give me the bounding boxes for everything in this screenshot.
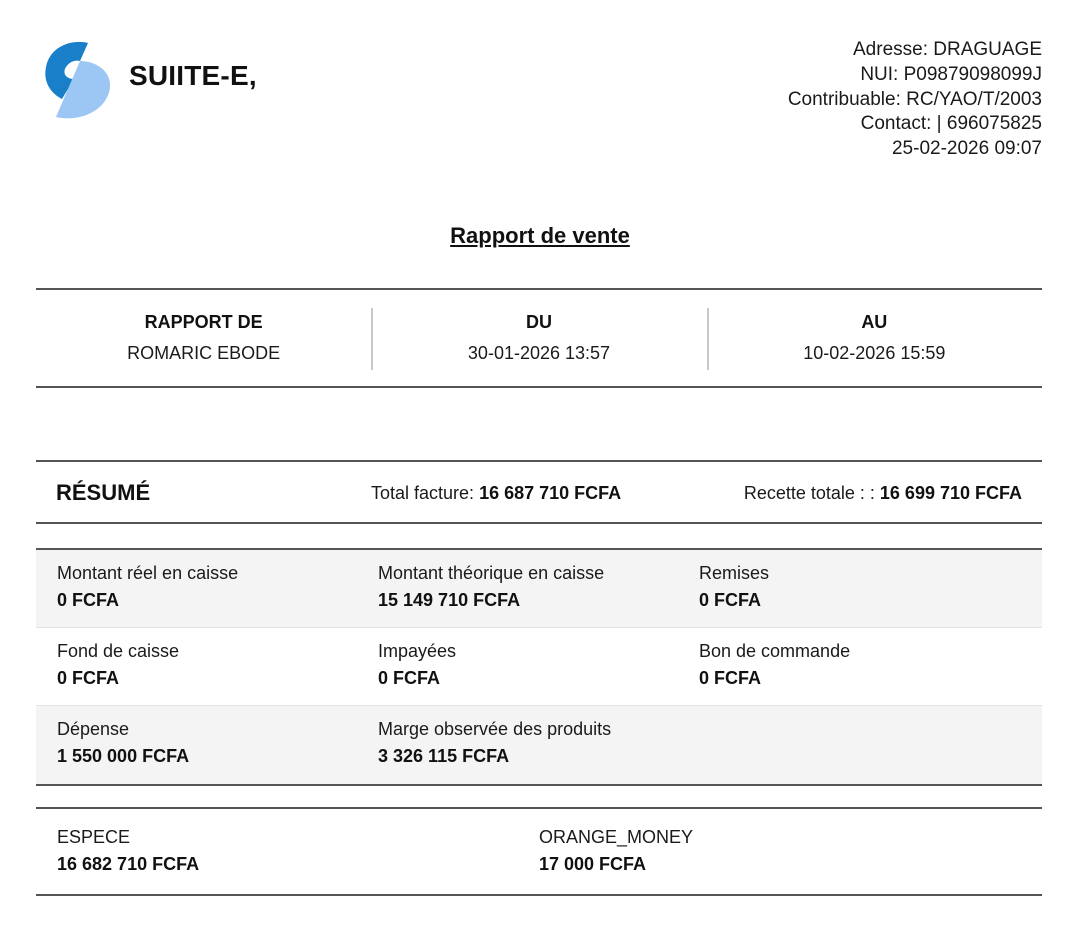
company-info [788,38,1042,162]
stat-label: Montant réel en caisse [57,563,239,583]
stat-label: Montant théorique en caisse [378,563,605,583]
company-nui: NUI: P09879098099J [860,63,1042,85]
payment-label: ORANGE_MONEY [539,827,694,847]
payment-value: 16 682 710 FCFA [57,854,200,874]
stat-value: 0 FCFA [699,590,762,610]
period-value: 30-01-2026 13:57 [467,343,611,363]
stat-label: Remises [699,563,770,583]
recette-totale-value: 16 699 710 FCFA [879,483,1022,503]
payment-methods [36,807,1042,896]
stat-value: 0 FCFA [699,668,762,688]
period-label: AU [861,312,888,332]
period-value: 10-02-2026 15:59 [803,343,946,363]
period-report-of [36,290,371,386]
total-facture-label: Total facture: [371,483,480,503]
stat-value: 0 FCFA [57,668,120,688]
stat-label: Bon de commande [699,641,851,661]
company-contact: Contact: | 696075825 [860,113,1042,135]
suite-e-logo-icon [44,41,112,119]
stat-label: Marge observée des produits [378,719,612,739]
company-address: Adresse: DRAGUAGE [853,39,1042,60]
total-facture [371,483,621,504]
stat-value: 3 326 115 FCFA [378,746,510,766]
stat-label: Impayées [378,641,457,661]
stat-value: 0 FCFA [57,590,120,610]
period-from [371,290,706,386]
payment-orange-money [518,809,1000,894]
payment-especes [36,809,518,894]
period-to [707,290,1042,386]
stat-label: Fond de caisse [57,641,180,661]
recette-totale-label: Recette totale : : [743,483,880,503]
stat-fond-de-caisse [36,628,357,705]
total-facture-value: 16 687 710 FCFA [479,483,622,503]
payment-value: 17 000 FCFA [539,854,647,874]
period-label: RAPPORT DE [144,312,263,332]
report-period [36,288,1042,388]
stat-value: 0 FCFA [378,668,441,688]
recette-totale [744,483,1022,504]
stat-montant-theorique [357,550,678,627]
stat-bon-de-commande [678,628,999,705]
stat-depense [36,706,357,784]
stats-row [36,706,1042,784]
stat-marge-observee [357,706,678,784]
brand-name: SUIITE-E, [129,60,257,91]
period-value: ROMARIC EBODE [127,343,281,363]
stats-row [36,628,1042,706]
payment-label: ESPECE [57,827,131,847]
summary-stats [36,548,1042,786]
stat-impayees [357,628,678,705]
stat-label: Dépense [57,719,130,739]
print-datetime: 25-02-2026 09:07 [891,138,1042,160]
period-label: DU [525,312,552,332]
company-contribuable: Contribuable: RC/YAO/T/2003 [787,88,1042,110]
report-header [0,0,1080,180]
stats-row [36,550,1042,628]
summary-title: RÉSUMÉ [56,480,151,505]
report-title: Rapport de vente [450,223,630,248]
summary-header [36,460,1042,524]
stat-value: 15 149 710 FCFA [378,590,521,610]
stat-remises [678,550,999,627]
stat-montant-reel [36,550,357,627]
stat-value: 1 550 000 FCFA [57,746,190,766]
